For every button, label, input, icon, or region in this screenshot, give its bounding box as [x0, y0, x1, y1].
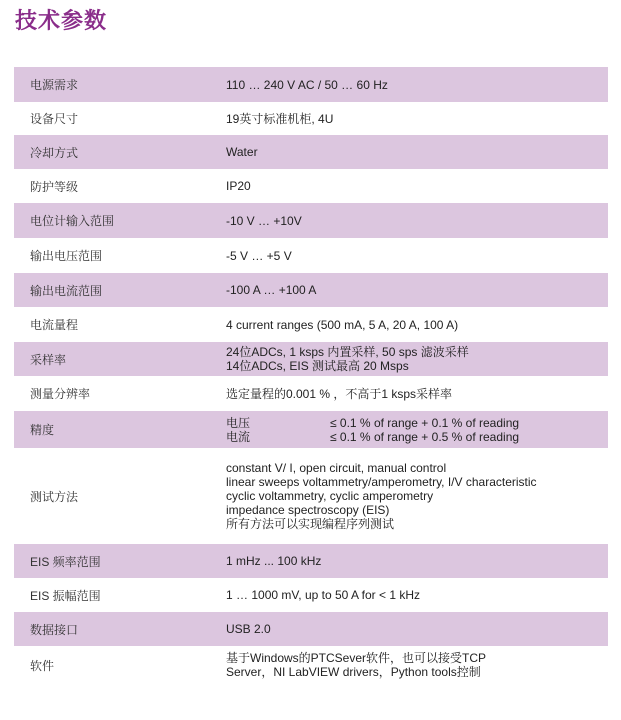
spec-value-line: 110 … 240 V AC / 50 … 60 Hz	[226, 77, 388, 92]
spec-value-line: 4 current ranges (500 mA, 5 A, 20 A, 100 A)	[226, 317, 459, 332]
spec-row-eis-amplitude	[14, 578, 608, 612]
spec-label: 电流量程	[30, 318, 79, 332]
spec-row-methods	[14, 448, 608, 544]
spec-value	[226, 651, 608, 679]
spec-row-output-current	[14, 273, 608, 307]
spec-value-line: 19英寸标准机柜, 4U	[226, 111, 334, 126]
spec-value-line: 1 mHz ... 100 kHz	[226, 554, 322, 568]
spec-row-sampling	[14, 342, 608, 376]
spec-label: EIS 振幅范围	[30, 588, 101, 603]
spec-row-resolution	[14, 376, 608, 411]
spec-value-line: 基于Windows的PTCSever软件，也可以接受TCP	[226, 651, 487, 665]
spec-value-line: cyclic voltammetry, cyclic amperometry	[226, 489, 434, 503]
spec-row-potentiometer	[14, 203, 608, 238]
spec-value-line: Water	[226, 145, 258, 159]
spec-row-current-range	[14, 307, 608, 342]
spec-value-line: -100 A … +100 A	[226, 283, 317, 297]
spec-value-line: 选定量程的0.001 % ，不高于1 ksps采样率	[226, 386, 453, 401]
spec-label: 输出电压范围	[30, 249, 103, 263]
spec-value	[226, 214, 608, 228]
spec-value-line: -10 V … +10V	[226, 213, 302, 228]
spec-label: 输出电流范围	[30, 283, 103, 298]
spec-value-line: -5 V … +5 V	[226, 248, 292, 263]
spec-label: 设备尺寸	[30, 112, 79, 126]
spec-row-eis-frequency	[14, 544, 608, 578]
spec-label: 数据接口	[30, 622, 79, 637]
spec-value	[226, 112, 608, 126]
accuracy-key: 电压	[226, 415, 251, 430]
spec-value-line: 所有方法可以实现编程序列测试	[226, 517, 395, 531]
spec-value	[226, 179, 608, 193]
spec-row-interface	[14, 612, 608, 646]
spec-row-output-voltage	[14, 238, 608, 273]
spec-value-line: constant V/ I, open circuit, manual control	[226, 461, 447, 475]
spec-value-line: 24位ADCs, 1 ksps 内置采样, 50 sps 滤波采样	[226, 345, 469, 359]
spec-value-line: 14位ADCs, EIS 测试最高 20 Msps	[226, 359, 409, 373]
spec-value	[226, 387, 608, 401]
spec-label: 采样率	[30, 352, 67, 367]
spec-value-line: Server，NI LabVIEW drivers，Python tools控制	[226, 665, 481, 679]
spec-value	[226, 622, 608, 636]
spec-value	[226, 78, 608, 92]
spec-value	[226, 318, 608, 332]
spec-label: 软件	[30, 658, 55, 673]
spec-value-line: impedance spectroscopy (EIS)	[226, 503, 390, 517]
spec-label: 防护等级	[30, 179, 79, 194]
spec-label: 测试方法	[30, 489, 79, 504]
spec-value	[226, 145, 608, 159]
spec-label: 测量分辨率	[30, 387, 91, 401]
spec-value-line: 1 … 1000 mV, up to 50 A for < 1 kHz	[226, 588, 421, 602]
spec-value	[226, 554, 608, 568]
spec-value	[226, 588, 608, 602]
spec-value-line: linear sweeps voltammetry/amperometry, I/V characteristic	[226, 475, 537, 489]
spec-row-cooling	[14, 135, 608, 169]
accuracy-voltage	[226, 416, 608, 430]
spec-value	[226, 249, 608, 263]
spec-label: 精度	[30, 423, 55, 437]
accuracy-key: 电流	[226, 429, 251, 444]
accuracy-value: ≤ 0.1 % of range + 0.5 % of reading	[330, 429, 520, 444]
spec-value-line: IP20	[226, 179, 251, 193]
spec-value	[226, 461, 608, 531]
page-title: 技术参数	[15, 9, 108, 34]
spec-label: 电源需求	[30, 78, 79, 92]
accuracy-current	[226, 430, 608, 444]
spec-value	[226, 345, 608, 373]
spec-value	[226, 416, 608, 444]
spec-label: 冷却方式	[30, 145, 79, 160]
spec-table	[14, 67, 608, 684]
spec-row-software	[14, 646, 608, 684]
spec-row-dimensions	[14, 102, 608, 135]
spec-label: 电位计输入范围	[30, 214, 115, 228]
spec-value	[226, 283, 608, 297]
spec-row-accuracy	[14, 411, 608, 448]
spec-label: EIS 频率范围	[30, 554, 101, 569]
spec-row-protection	[14, 169, 608, 203]
accuracy-value: ≤ 0.1 % of range + 0.1 % of reading	[330, 415, 520, 430]
spec-row-power	[14, 67, 608, 102]
spec-value-line: USB 2.0	[226, 622, 271, 636]
